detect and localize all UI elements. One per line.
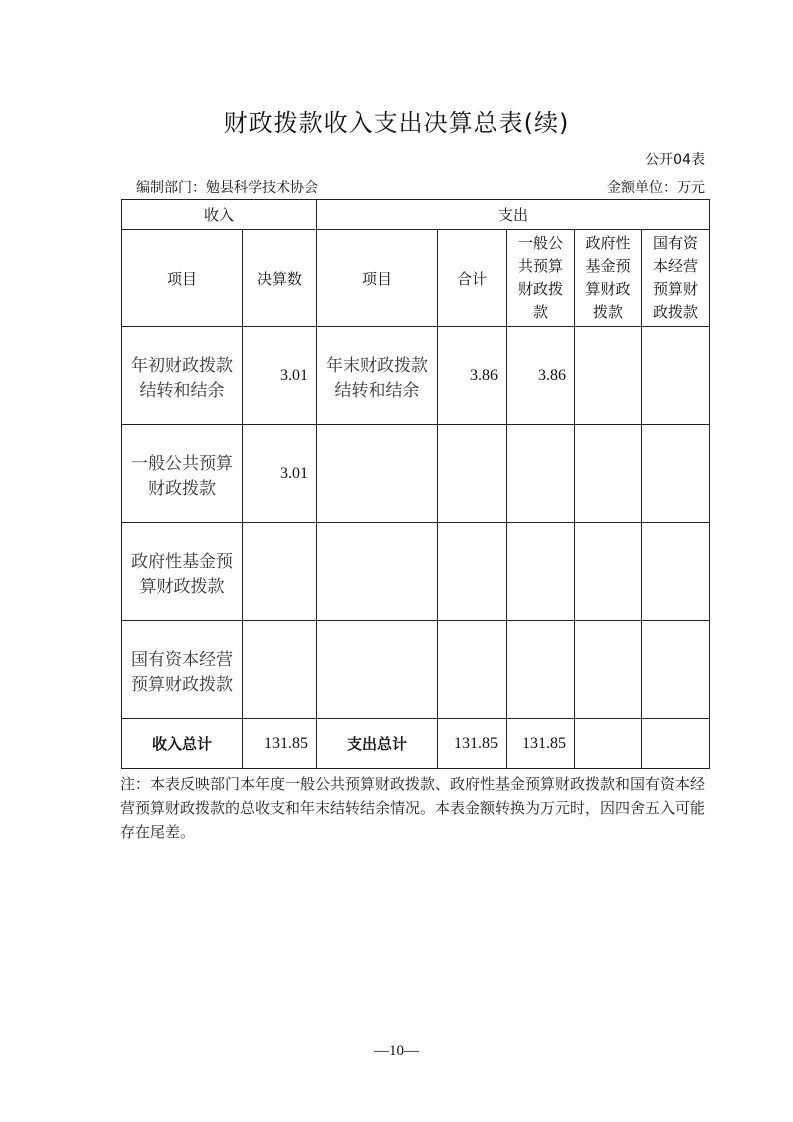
income-amount-cell — [243, 621, 317, 719]
table-column-header-row — [122, 230, 710, 327]
fund-cell — [575, 327, 642, 425]
expense-item-cell: 年末财政拨款结转和结余 — [317, 327, 438, 425]
form-code: 公开04表 — [645, 152, 705, 168]
total-cell — [438, 523, 507, 621]
income-header: 收入 — [122, 200, 317, 230]
income-total-amount: 131.85 — [243, 719, 317, 769]
table-group-header-row — [122, 200, 710, 230]
income-item-cell: 一般公共预算财政拨款 — [122, 425, 243, 523]
col-income-amount: 决算数 — [243, 230, 317, 327]
expense-total-general: 131.85 — [507, 719, 575, 769]
income-amount-cell: 3.01 — [243, 327, 317, 425]
total-cell — [438, 621, 507, 719]
fund-cell — [575, 523, 642, 621]
income-total-label: 收入总计 — [122, 719, 243, 769]
expense-item-cell — [317, 523, 438, 621]
table-row — [122, 425, 710, 523]
col-fund: 政府性基金预算财政拨款 — [575, 230, 642, 327]
col-state: 国有资本经营预算财政拨款 — [642, 230, 710, 327]
general-cell — [507, 425, 575, 523]
general-cell: 3.86 — [507, 327, 575, 425]
total-cell — [438, 425, 507, 523]
fund-cell — [575, 425, 642, 523]
state-cell — [642, 523, 710, 621]
col-general: 一般公共预算财政拨款 — [507, 230, 575, 327]
page-number: —10— — [374, 1043, 419, 1059]
general-cell — [507, 621, 575, 719]
footnote: 注：本表反映部门本年度一般公共预算财政拨款、政府性基金预算财政拨款和国有资本经营预算财政拨款的总收支和年末结转结余情况。本表金额转换为万元时，因四舍五入可能存在尾差。 — [120, 777, 706, 841]
expense-item-cell — [317, 621, 438, 719]
expense-total-label: 支出总计 — [317, 719, 438, 769]
expense-total-amount: 131.85 — [438, 719, 507, 769]
state-cell — [642, 425, 710, 523]
page-title: 财政拨款收入支出决算总表(续) — [223, 109, 570, 137]
table-row — [122, 523, 710, 621]
income-item-cell: 政府性基金预算财政拨款 — [122, 523, 243, 621]
budget-table — [121, 199, 710, 769]
table-row — [122, 621, 710, 719]
org-label: 编制部门：勉县科学技术协会 — [136, 180, 318, 196]
expense-total-state — [642, 719, 710, 769]
income-amount-cell: 3.01 — [243, 425, 317, 523]
expense-total-fund — [575, 719, 642, 769]
income-amount-cell — [243, 523, 317, 621]
general-cell — [507, 523, 575, 621]
fund-cell — [575, 621, 642, 719]
table-row — [122, 327, 710, 425]
col-expense-item: 项目 — [317, 230, 438, 327]
col-total: 合计 — [438, 230, 507, 327]
unit-label: 金额单位：万元 — [607, 180, 705, 196]
col-income-item: 项目 — [122, 230, 243, 327]
income-item-cell: 国有资本经营预算财政拨款 — [122, 621, 243, 719]
state-cell — [642, 327, 710, 425]
expense-header: 支出 — [317, 200, 710, 230]
expense-item-cell — [317, 425, 438, 523]
total-cell: 3.86 — [438, 327, 507, 425]
income-item-cell: 年初财政拨款结转和结余 — [122, 327, 243, 425]
state-cell — [642, 621, 710, 719]
table-totals-row — [122, 719, 710, 769]
